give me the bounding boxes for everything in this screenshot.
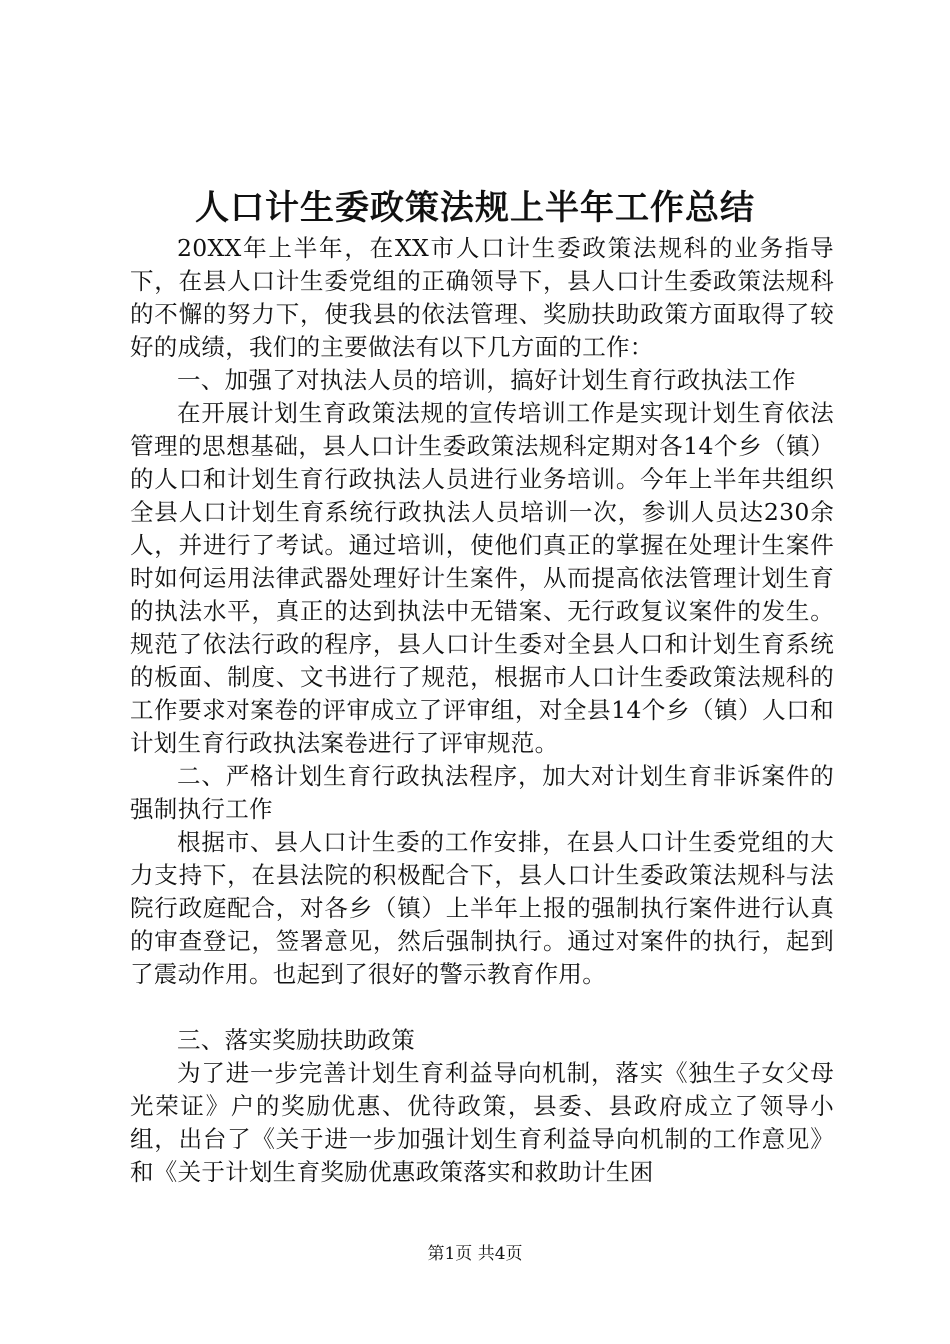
document-body	[130, 232, 834, 1189]
section-heading-1: 一、加强了对执法人员的培训，搞好计划生育行政执法工作	[177, 366, 796, 394]
page-footer: 第1页 共4页	[427, 1244, 523, 1264]
paragraph-spacer	[130, 991, 834, 1024]
section-heading-2: 二、严格计划生育行政执法程序，加大对计划生育非诉案件的强制执行工作	[130, 762, 834, 823]
section-heading-3: 三、落实奖励扶助政策	[177, 1026, 415, 1054]
intro-paragraph: 20XX年上半年，在XX市人口计生委政策法规科的业务指导下，在县人口计生委党组的正确领导下，县人口计生委政策法规科的不懈的努力下，使我县的依法管理、奖励扶助政策方面取得了较好的成绩，我们的主要做法有以下几方面的工作：	[130, 234, 834, 361]
section-body-3: 为了进一步完善计划生育利益导向机制，落实《独生子女父母光荣证》户的奖励优惠、优待政策，县委、县政府成立了领导小组，出台了《关于进一步加强计划生育利益导向机制的工作意见》和《关于计划生育奖励优惠政策落实和救助计生困	[130, 1059, 834, 1186]
section-body-2: 根据市、县人口计生委的工作安排，在县人口计生委党组的大力支持下，在县法院的积极配合下，县人口计生委政策法规科与法院行政庭配合，对各乡（镇）上半年上报的强制执行案件进行认真的审查登记，签署意见，然后强制执行。通过对案件的执行，起到了震动作用。也起到了很好的警示教育作用。	[130, 828, 834, 988]
document-title: 人口计生委政策法规上半年工作总结	[195, 188, 755, 228]
section-body-1: 在开展计划生育政策法规的宣传培训工作是实现计划生育依法管理的思想基础，县人口计生委政策法规科定期对各14个乡（镇）的人口和计划生育行政执法人员进行业务培训。今年上半年共组织全县人口计划生育系统行政执法人员培训一次，参训人员达230余人，并进行了考试。通过培训，使他们真正的掌握在处理计生案件时如何运用法律武器处理好计生案件，从而提高依法管理计划生育的执法水平，真正的达到执法中无错案、无行政复议案件的发生。规范了依法行政的程序，县人口计生委对全县人口和计划生育系统的板面、制度、文书进行了规范，根据市人口计生委政策法规科的工作要求对案卷的评审成立了评审组，对全县14个乡（镇）人口和计划生育行政执法案卷进行了评审规范。	[130, 399, 834, 757]
